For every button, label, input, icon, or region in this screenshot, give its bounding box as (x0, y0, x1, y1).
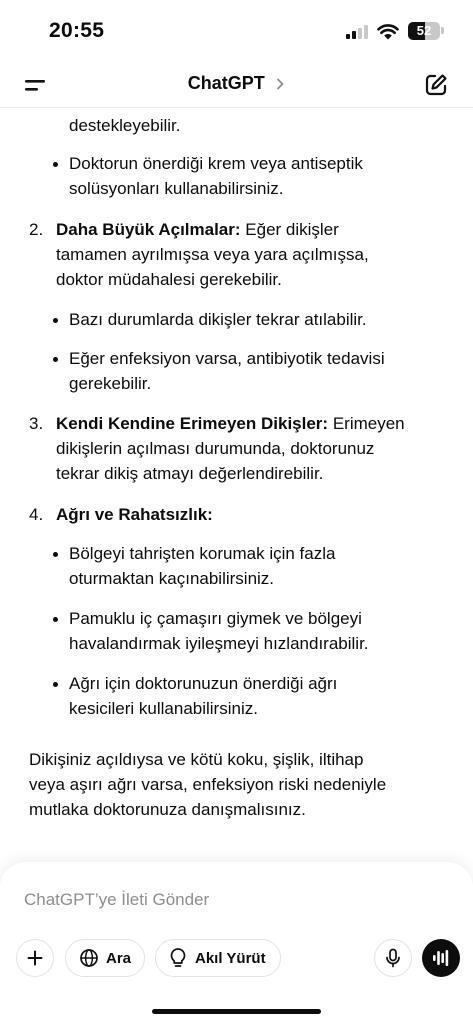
app-header (0, 62, 473, 108)
microphone-icon (384, 948, 402, 968)
battery-percent: 52 (416, 23, 432, 38)
wifi-icon (377, 22, 399, 40)
chevron-right-icon (275, 78, 285, 90)
message-line: mutlaka doktorunuza danışmalısınız. (29, 800, 306, 819)
home-indicator (152, 1009, 321, 1014)
message-line (56, 217, 339, 242)
bullet-marker (53, 318, 58, 323)
battery-icon (408, 22, 440, 40)
status-bar (0, 0, 473, 62)
bullet-marker (53, 357, 58, 362)
message-line: kesicileri kullanabilirsiniz. (69, 699, 258, 718)
message-line: Eğer enfeksiyon varsa, antibiyotik tedavisi (69, 349, 385, 368)
search-label: Ara (106, 949, 132, 967)
message-line: destekleyebilir. (69, 116, 181, 135)
search-button[interactable] (65, 939, 145, 977)
list-heading: Kendi Kendine Erimeyen Dikişler: (56, 414, 329, 433)
reason-button[interactable] (155, 939, 281, 977)
assistant-message (0, 109, 473, 861)
battery-nub (441, 27, 444, 34)
composer (0, 862, 473, 1024)
bullet-marker (53, 617, 58, 622)
voice-waveform-icon (422, 939, 460, 977)
bullet-marker (53, 552, 58, 557)
message-line (56, 502, 213, 527)
list-number: 2. (29, 220, 44, 239)
reason-label: Akıl Yürüt (195, 949, 266, 967)
message-line: doktor müdahalesi gerekebilir. (56, 270, 282, 289)
dictate-button[interactable] (374, 939, 412, 977)
voice-mode-button[interactable] (422, 939, 460, 977)
message-input[interactable] (24, 890, 424, 910)
list-heading: Ağrı ve Rahatsızlık: (56, 505, 213, 524)
model-selector[interactable] (0, 73, 473, 94)
list-number: 4. (29, 505, 44, 524)
message-text: Eğer dikişler (240, 220, 339, 239)
list-heading: Daha Büyük Açılmalar: (56, 220, 241, 239)
bullet-marker (53, 162, 58, 167)
message-line: Pamuklu iç çamaşırı giymek ve bölgeyi (69, 609, 362, 628)
message-line: Doktorun önerdiği krem veya antiseptik (69, 154, 363, 173)
list-number: 3. (29, 414, 44, 433)
message-text: Erimeyen (328, 414, 405, 433)
plus-icon (26, 949, 44, 967)
message-line: havalandırmak iyileşmeyi hızlandırabilir. (69, 634, 369, 653)
message-line: Bölgeyi tahrişten korumak için fazla (69, 544, 336, 563)
message-line: solüsyonları kullanabilirsiniz. (69, 179, 284, 198)
message-line: Dikişiniz açıldıysa ve kötü koku, şişlik, iltihap (29, 750, 364, 769)
globe-icon (79, 948, 99, 968)
message-line: Ağrı için doktorunuzun önerdiği ağrı (69, 674, 338, 693)
lightbulb-icon (168, 947, 188, 969)
message-line: tekrar dikiş atmayı değerlendirebilir. (56, 464, 324, 483)
bullet-marker (53, 682, 58, 687)
message-line: Bazı durumlarda dikişler tekrar atılabilir. (69, 310, 367, 329)
new-chat-button[interactable] (423, 72, 449, 98)
status-time: 20:55 (49, 19, 105, 42)
compose-icon (423, 72, 449, 98)
attach-button[interactable] (16, 939, 54, 977)
message-line: gerekebilir. (69, 374, 152, 393)
message-line (56, 411, 405, 436)
message-line: dikişlerin açılması durumunda, doktorunuz (56, 439, 375, 458)
message-line: oturmaktan kaçınabilirsiniz. (69, 569, 275, 588)
app-title: ChatGPT (187, 73, 265, 93)
message-line: tamamen ayrılmışsa veya yara açılmışsa, (56, 245, 369, 264)
message-line: veya aşırı ağrı varsa, enfeksiyon riski nedeniyle (29, 775, 387, 794)
cellular-signal-icon (346, 24, 370, 39)
